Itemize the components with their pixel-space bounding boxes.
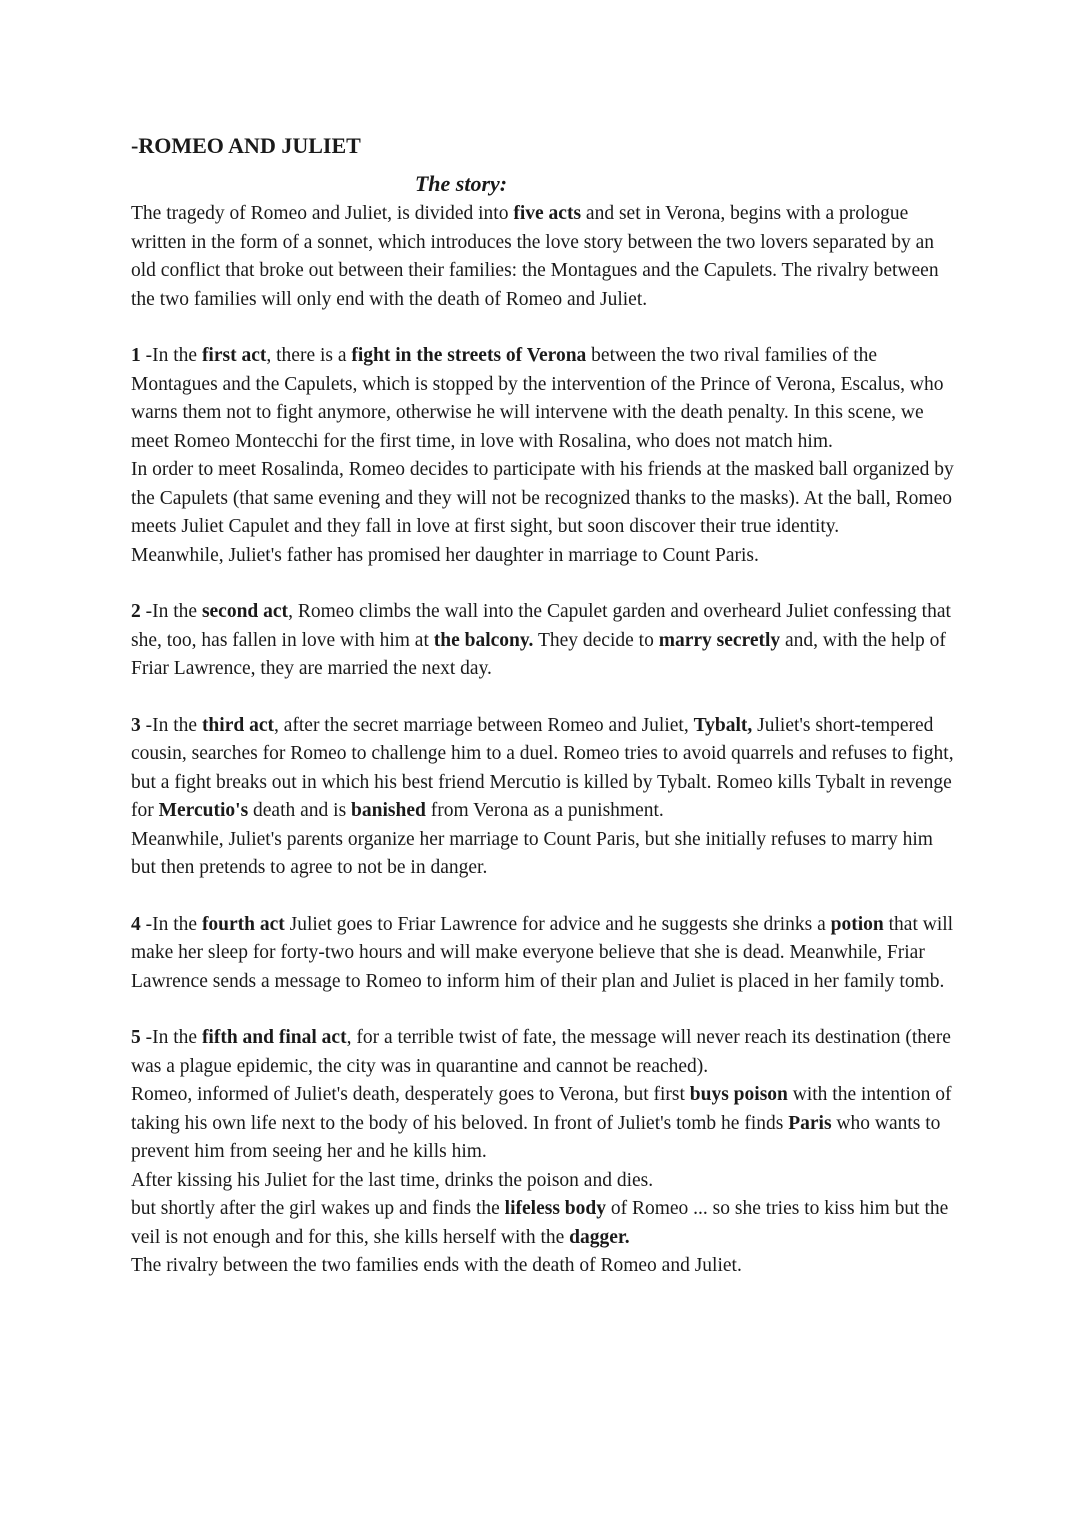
bold-text: first act (201, 345, 267, 366)
text-run: In order to meet Rosalinda, Romeo decides to participate with his friends at the masked ball organized by the Capulets (that same evening and they will not be recognized thanks to the masks). At the ball, Romeo meets Juliet Capulet and they fall in love at first sight, but soon discover their true identity. (131, 459, 954, 537)
text-run: who wants to prevent him from seeing her and he kills him. (131, 1112, 941, 1162)
bold-text: lifeless body (504, 1198, 606, 1219)
paragraph (131, 200, 961, 314)
paragraph (131, 342, 961, 456)
document-body (131, 200, 961, 1281)
paragraph (131, 542, 961, 571)
bold-text: 4 (131, 913, 141, 935)
text-run: -In the (140, 601, 202, 622)
bold-text: fifth and final act (201, 1027, 347, 1048)
bold-text: 3 (131, 714, 141, 736)
act-2-section (131, 598, 961, 684)
paragraph (131, 911, 961, 997)
paragraph (131, 456, 961, 542)
text-run: from Verona as a punishment. (425, 800, 664, 821)
bold-text: the balcony. (433, 629, 534, 651)
act-3-section (131, 712, 961, 883)
paragraph (131, 1252, 961, 1281)
section-gap (131, 570, 961, 598)
act-1-section (131, 342, 961, 570)
bold-text: dagger. (569, 1226, 630, 1248)
text-run: Meanwhile, Juliet's parents organize her marriage to Count Paris, but she initially refuses to marry him but then pretends to agree to not be in danger. (131, 828, 933, 878)
paragraph (131, 1081, 961, 1167)
text-run: but shortly after the girl wakes up and finds the (131, 1198, 505, 1219)
text-run: , Romeo climbs the wall into the Capulet garden and overheard Juliet confessing that she, too, has fallen in love with him at (131, 601, 951, 651)
act-5-section (131, 1024, 961, 1281)
text-run: Juliet's short-tempered cousin, searches for Romeo to challenge him to a duel. Romeo tries to avoid quarrels and refuses to fight, but a fight breaks out in which his best friend Mercutio is killed by Tybalt. Romeo kills Tybalt in revenge for (131, 714, 954, 821)
bold-text: 2 (131, 601, 141, 622)
bold-text: fight in the streets of Verona (351, 345, 587, 366)
document-title: -ROMEO AND JULIET (131, 133, 361, 158)
text-run: Meanwhile, Juliet's father has promised her daughter in marriage to Count Paris. (131, 544, 759, 566)
bold-text: banished (351, 800, 426, 821)
text-run: that will make her sleep for forty-two hours and will make everyone believe that she is dead. Meanwhile, Friar Lawrence sends a message to Romeo to inform him of their plan and Juliet is placed in her family tomb. (131, 913, 954, 992)
intro-section (131, 200, 961, 314)
text-run: of Romeo ... so she tries to kiss him but the veil is not enough and for this, she kills herself with the (131, 1198, 949, 1248)
paragraph (131, 826, 961, 883)
text-run: and, with the help of Friar Lawrence, they are married the next day. (131, 629, 946, 679)
bold-text: third act (201, 714, 274, 736)
text-run: -In the (140, 714, 202, 736)
bold-text: potion (830, 913, 884, 935)
section-gap (131, 883, 961, 911)
text-run: -In the (140, 345, 202, 366)
text-run: The tragedy of Romeo and Juliet, is divided into (131, 203, 514, 224)
bold-text: fourth act (201, 913, 285, 935)
text-run: After kissing his Juliet for the last time, drinks the poison and dies. (131, 1169, 654, 1191)
text-run: Romeo, informed of Juliet's death, desperately goes to Verona, but first (131, 1084, 690, 1105)
bold-text: buys poison (689, 1084, 788, 1105)
paragraph (131, 598, 961, 684)
text-run: -In the (140, 913, 202, 935)
story-subtitle: The story: (414, 171, 508, 196)
bold-text: Mercutio's (158, 800, 249, 821)
text-run: death and is (248, 800, 352, 821)
section-gap (131, 996, 961, 1024)
bold-text: 1 (131, 345, 141, 366)
bold-text: five acts (513, 203, 582, 224)
section-gap (131, 684, 961, 712)
bold-text: second act (201, 601, 289, 622)
text-run: , for a terrible twist of fate, the message will never reach its destination (there was a plague epidemic, the city was in quarantine and cannot be reached). (131, 1027, 951, 1077)
bold-text: Tybalt, (693, 714, 753, 736)
act-4-section (131, 911, 961, 997)
paragraph (131, 1024, 961, 1081)
text-run: between the two rival families of the Montagues and the Capulets, which is stopped by the intervention of the Prince of Verona, Escalus, who warns them not to fight anymore, otherwise he will intervene with the death penalty. In this scene, we meet Romeo Montecchi for the first time, in love with Rosalina, who does not match him. (131, 345, 944, 452)
bold-text: 5 (131, 1027, 141, 1048)
document-page (131, 130, 961, 1281)
paragraph (131, 1167, 961, 1196)
text-run: and set in Verona, begins with a prologue written in the form of a sonnet, which introduces the love story between the two lovers separated by an old conflict that broke out between their families: the Montagues and the Capulets. The rivalry between the two families will only end with the death of Romeo and Juliet. (131, 203, 939, 310)
paragraph (131, 1195, 961, 1252)
text-run: , there is a (266, 345, 352, 366)
text-run: -In the (140, 1027, 202, 1048)
text-run: , after the secret marriage between Romeo and Juliet, (273, 714, 694, 736)
bold-text: Paris (788, 1112, 832, 1134)
paragraph (131, 712, 961, 826)
text-run: They decide to (533, 629, 659, 651)
bold-text: marry secretly (658, 629, 781, 651)
text-run: The rivalry between the two families ends with the death of Romeo and Juliet. (131, 1255, 742, 1276)
text-run: with the intention of taking his own life next to the body of his beloved. In front of Juliet's tomb he finds (131, 1084, 952, 1134)
text-run: Juliet goes to Friar Lawrence for advice and he suggests she drinks a (284, 913, 831, 935)
section-gap (131, 314, 961, 342)
